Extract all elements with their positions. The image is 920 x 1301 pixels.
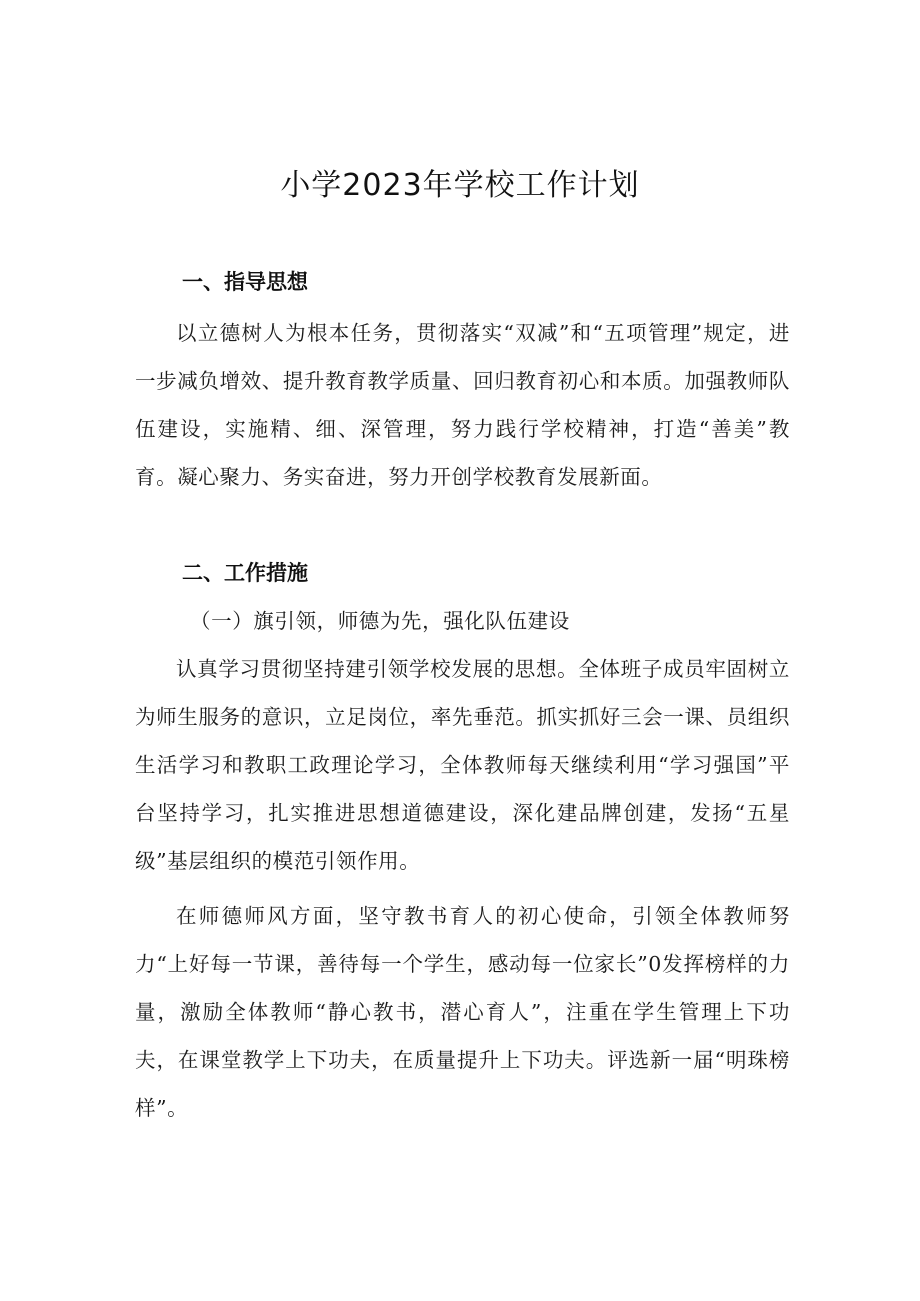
section-2-subheading: （一）旗引领，师德为先，强化队伍建设 [190,609,570,633]
section-1-heading: 一、指导思想 [182,270,308,294]
document-title: 小学2023年学校工作计划 [280,168,640,203]
section-1-paragraph: 以立德树人为根本任务，贯彻落实“双减”和“五项管理”规定，进一步减负增效、提升教育教学质量、回归教育初心和本质。加强教师队伍建设，实施精、细、深管理，努力践行学校精神，打造“善美”教育。凝心聚力、务实奋进，努力开创学校教育发展新面。 [135,321,790,489]
section-2-paragraph-1: 认真学习贯彻坚持建引领学校发展的思想。全体班子成员牢固树立为师生服务的意识，立足岗位，率先垂范。抓实抓好三会一课、员组织生活学习和教职工政理论学习，全体教师每天继续利用“学习强国”平台坚持学习，扎实推进思想道德建设，深化建品牌创建，发扬“五星级”基层组织的模范引领作用。 [135,657,790,873]
section-2-paragraph-2: 在师德师风方面，坚守教书育人的初心使命，引领全体教师努力“上好每一节课，善待每一个学生，感动每一位家长”0发挥榜样的力量，激励全体教师“静心教书，潜心育人”，注重在学生管理上下功夫，在课堂教学上下功夫，在质量提升上下功夫。评选新一届“明珠榜样”。 [135,904,790,1120]
section-2-heading: 二、工作措施 [182,561,308,585]
